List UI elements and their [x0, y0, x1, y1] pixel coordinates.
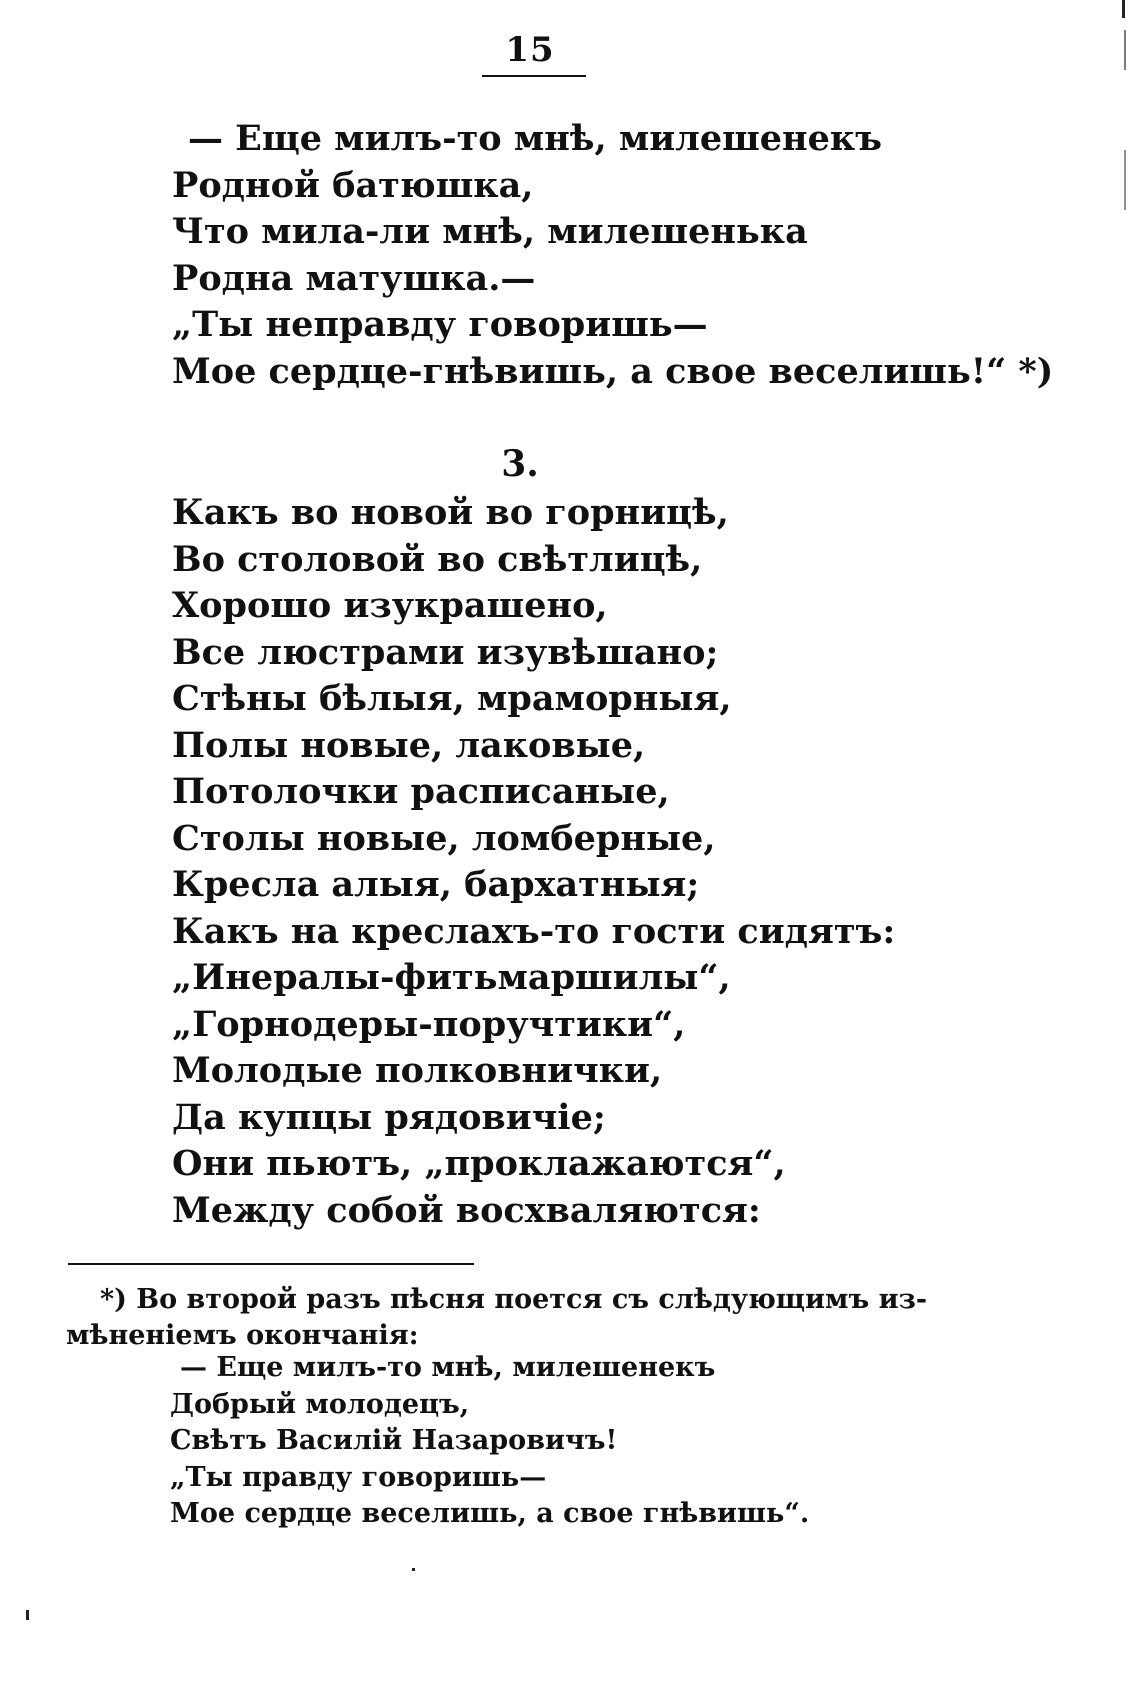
footnote-verse-line: Мое сердце веселишь, а свое гнѣвишь“.: [170, 1498, 810, 1529]
verse-line: „Ты неправду говоришь—: [172, 304, 708, 345]
verse-line: Полы новые, лаковые,: [172, 724, 646, 766]
scan-edge-mark: [1124, 30, 1126, 70]
verse-line: Какъ на креслахъ-то гости сидятъ:: [172, 910, 896, 952]
verse-line: Да купцы рядовичіе;: [172, 1096, 606, 1138]
footnote-line: мѣненіемъ окончанія:: [66, 1320, 419, 1351]
scan-speck: [26, 1610, 29, 1620]
verse-line: Родной батюшка,: [172, 164, 534, 206]
scan-edge-mark: [1124, 150, 1126, 210]
verse-line: Родна матушка.—: [172, 257, 536, 299]
verse-line: Что мила-ли мнѣ, милешенька: [172, 211, 808, 252]
verse-line: Во столовой во свѣтлицѣ,: [172, 538, 703, 580]
song-number: 3.: [501, 443, 539, 485]
verse-line: Столы новые, ломберные,: [172, 817, 716, 859]
verse-line: Стѣны бѣлыя, мраморныя,: [172, 678, 732, 719]
verse-line: „Инералы-фитьмаршилы“,: [172, 957, 731, 998]
footnote-verse: [170, 1350, 809, 1533]
verse-line: Какъ во новой во горницѣ,: [172, 492, 729, 533]
verse-line: Они пьютъ, „проклажаются“,: [172, 1143, 786, 1184]
verse-line: Кресла алыя, бархатныя;: [172, 864, 700, 905]
footnote: [66, 1282, 1000, 1354]
scan-edge-mark: [1122, 0, 1125, 18]
footnote-verse-line: Свѣтъ Василій Назаровичъ!: [170, 1425, 618, 1456]
verse-line: Молодые полковнички,: [172, 1050, 663, 1091]
footnote-line: *) Во второй разъ пѣсня поется съ слѣдующимъ из-: [100, 1284, 928, 1315]
verse-line: Все люстрами изувѣшано;: [172, 631, 719, 673]
verse-line: „Горнодеры-поручтики“,: [172, 1003, 686, 1045]
footnote-verse-line: „Ты правду говоришь—: [170, 1461, 547, 1493]
footnote-separator: [68, 1263, 474, 1265]
verse-line: Хорошо изукрашено,: [172, 585, 608, 626]
scan-speck: [412, 1568, 415, 1571]
verse-song-3: [172, 490, 895, 1234]
verse-line: Между собой восхваляются:: [172, 1189, 761, 1231]
footnote-verse-line: Добрый молодецъ,: [170, 1388, 470, 1420]
verse-line: — Еще милъ-то мнѣ, милешенекъ: [188, 118, 883, 159]
page-number-underline: [482, 75, 586, 77]
verse-line: Мое сердце-гнѣвишь, а свое веселишь!“ *): [172, 350, 1054, 392]
verse-stanza-1: [172, 116, 1053, 395]
page-number: 15: [505, 30, 555, 70]
verse-line: Потолочки расписаные,: [172, 771, 670, 812]
footnote-verse-line: — Еще милъ-то мнѣ, милешенекъ: [180, 1352, 716, 1383]
